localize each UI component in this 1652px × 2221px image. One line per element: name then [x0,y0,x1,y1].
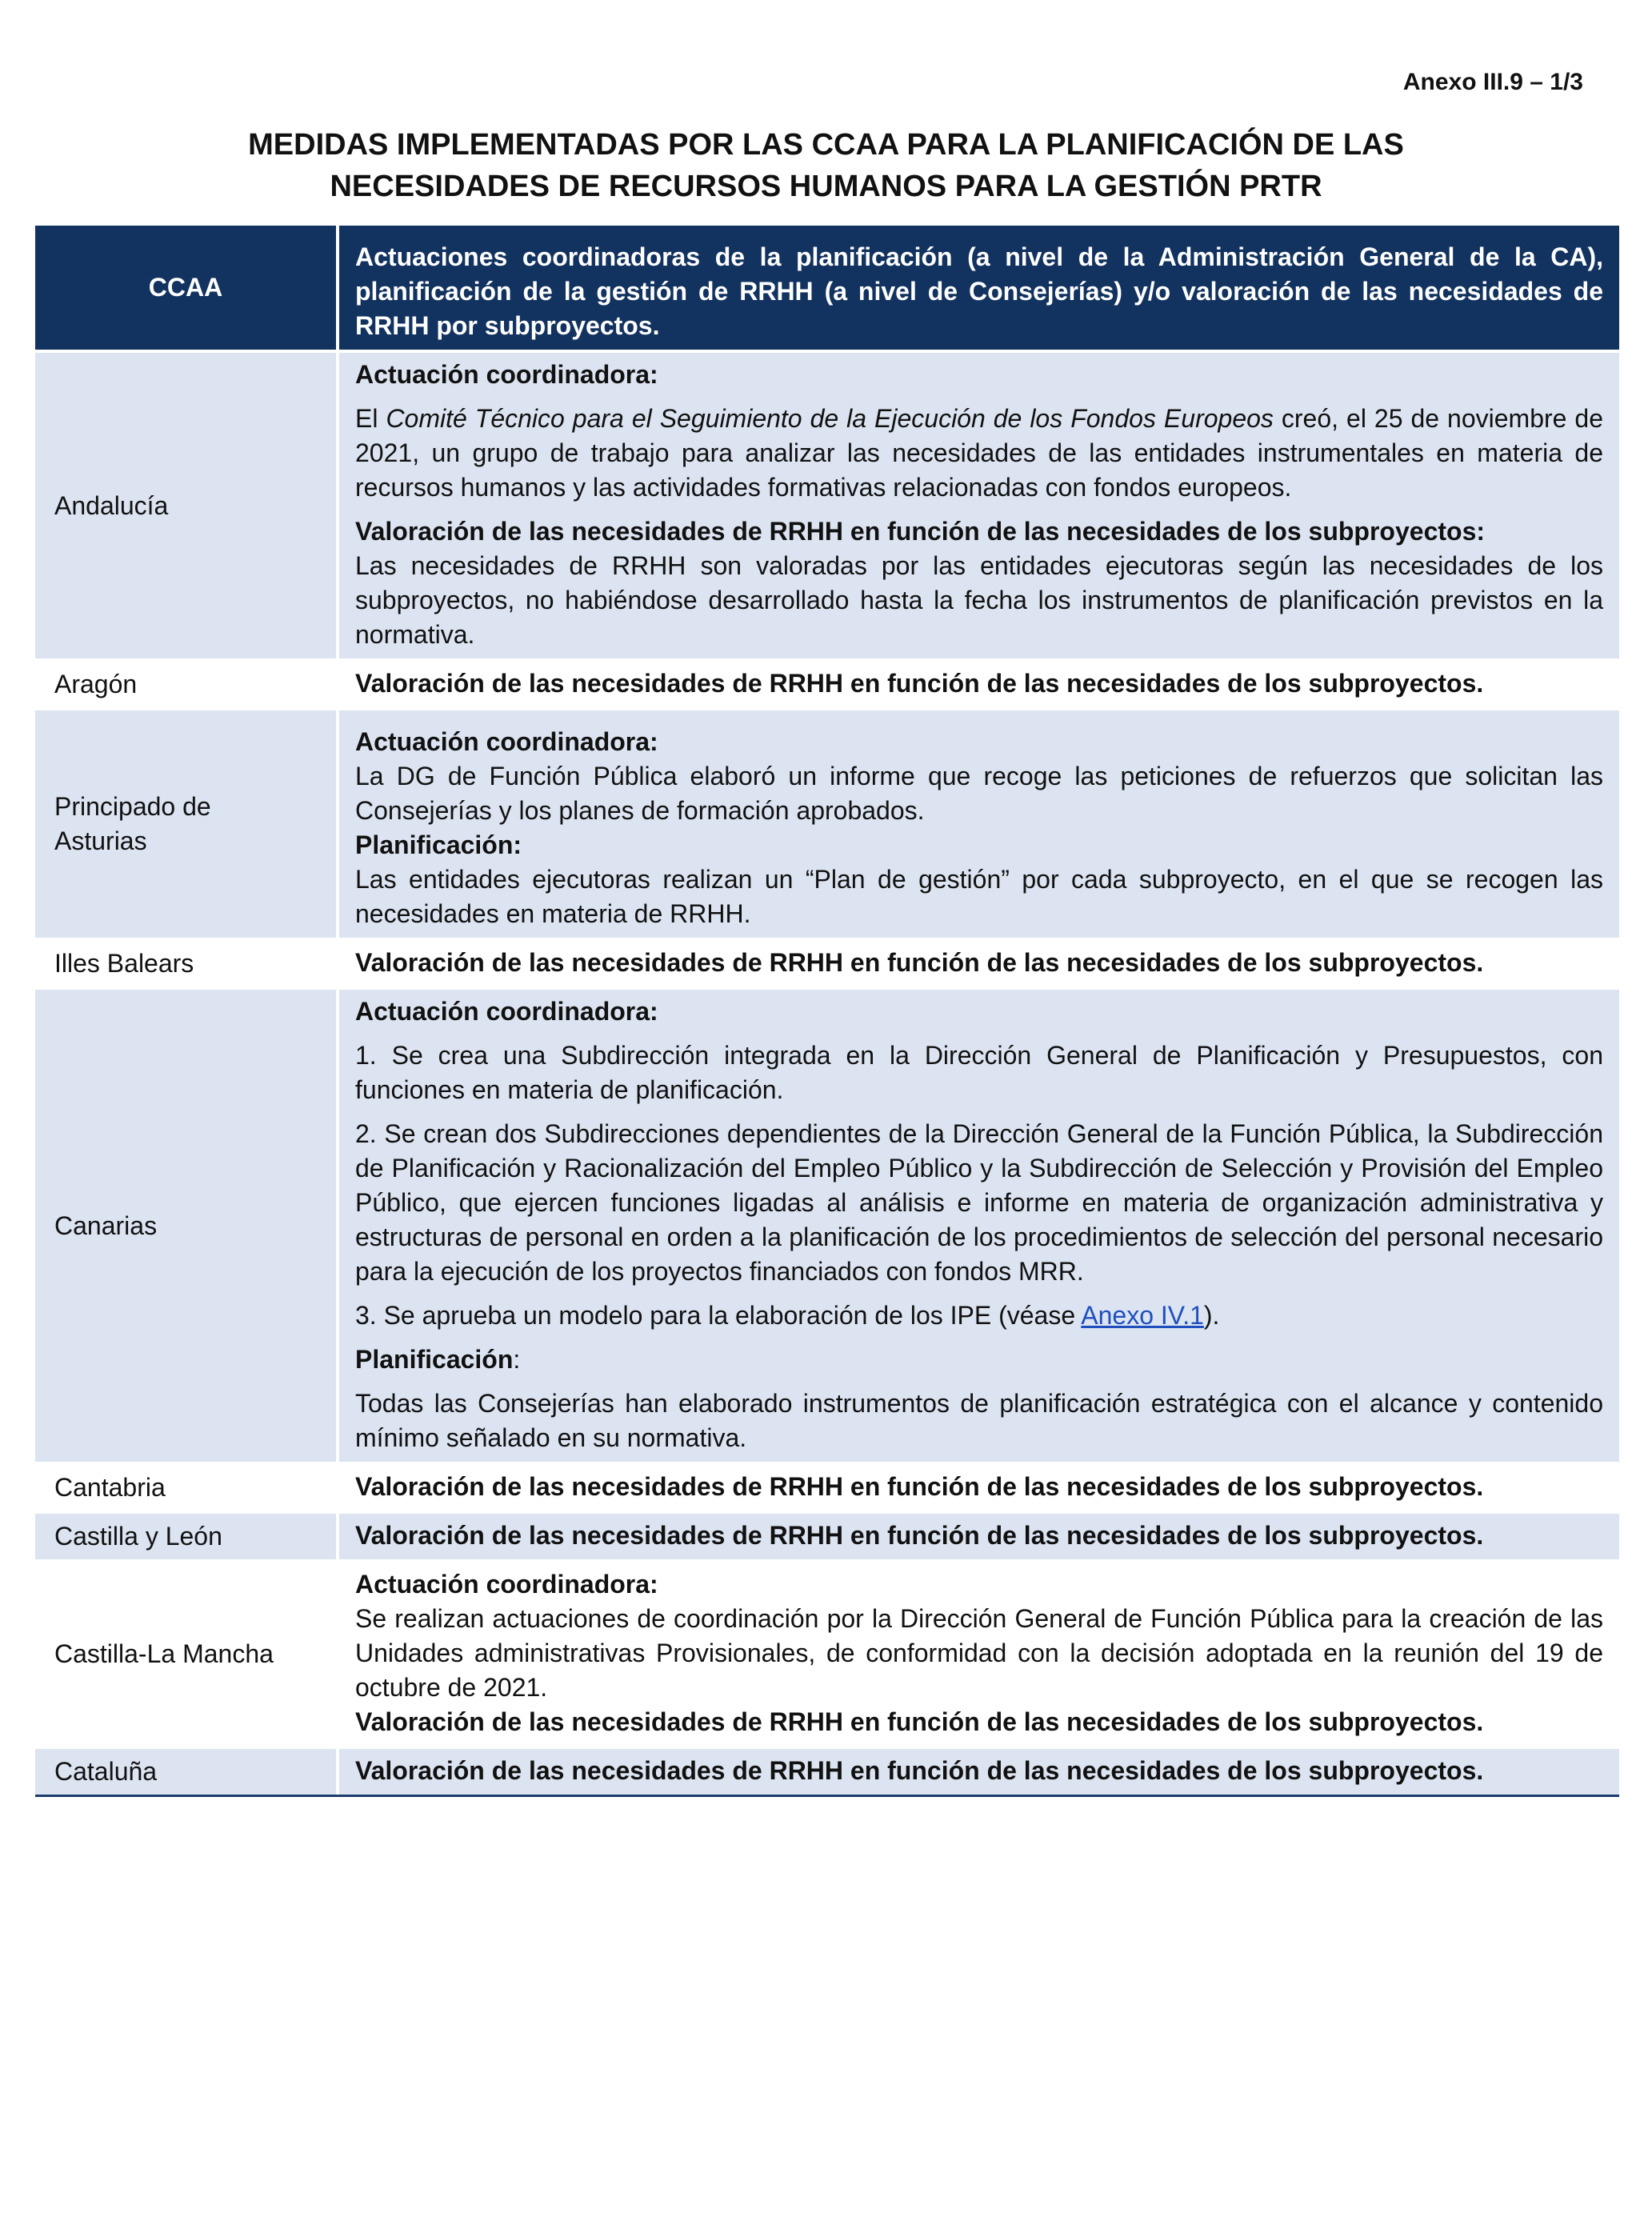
region-name: Illes Balears [35,941,339,986]
text-span: ). [1203,1301,1220,1330]
region-name [35,710,339,938]
header-actions: Actuaciones coordinadoras de la planificación (a nivel de la Administración General de la CA), planificación de la gestión de RRHH (a nivel de Consejerías) y/o valoración de las necesidades de RRHH por subproyectos. [355,242,1603,340]
annex-link[interactable]: Anexo IV.1 [1081,1301,1204,1330]
table-row [35,1746,1619,1795]
region-measures [339,353,1619,658]
measure-text: Las entidades ejecutoras realizan un “Plan de gestión” por cada subproyecto, en el que se recogen las necesidades en materia de RRHH. [355,865,1603,928]
table-row [35,350,1619,658]
region-name: Aragón [35,662,339,707]
measure-text: La DG de Función Pública elaboró un informe que recoge las peticiones de refuerzos que solicitan las Consejerías y los planes de formación aprobados. [355,762,1603,825]
section-heading: Valoración de las necesidades de RRHH en función de las necesidades de los subproyectos: [355,517,1486,546]
region-name: Andalucía [35,353,339,658]
committee-name: Comité Técnico para el Seguimiento de la Ejecución de los Fondos Europeos [386,404,1274,433]
section-heading: Valoración de las necesidades de RRHH en función de las necesidades de los subproyectos. [355,1707,1484,1736]
title-line-2: NECESIDADES DE RECURSOS HUMANOS PARA LA GESTIÓN PRTR [330,170,1322,203]
region-name: Cataluña [35,1749,339,1795]
measures-table [35,226,1619,1797]
measure-text [355,402,1603,505]
table-row [35,938,1619,986]
section-heading: Valoración de las necesidades de RRHH en función de las necesidades de los subproyectos. [355,1521,1484,1550]
table-row [35,1559,1619,1746]
text-span: creó, el 25 de noviembre de 2021, un grupo de trabajo para analizar las necesidades de las entidades instrumentales en materia de recursos humanos y las actividades formativas relacionadas con fondos europeos. [355,404,1604,502]
title-line-1: MEDIDAS IMPLEMENTADAS POR LAS CCAA PARA LA PLANIFICACIÓN DE LAS [248,128,1404,162]
region-name-line-1: Principado de [54,792,211,821]
section-heading: Valoración de las necesidades de RRHH en función de las necesidades de los subproyectos. [355,669,1484,698]
region-name-line-2: Asturias [54,826,147,855]
section-heading: Planificación: [355,830,522,859]
table-row [35,1462,1619,1511]
heading-colon: : [513,1345,521,1374]
text-span: 3. Se aprueba un modelo para la elaboración de los IPE (véase [355,1301,1082,1330]
region-measures [339,990,1619,1462]
table-header [35,226,1619,350]
region-measures [339,1563,1619,1746]
section-heading: Valoración de las necesidades de RRHH en función de las necesidades de los subproyectos. [355,1472,1484,1501]
section-heading: Actuación coordinadora: [355,360,658,389]
region-measures [339,1514,1619,1559]
region-measures [339,1749,1619,1795]
region-name: Castilla y León [35,1514,339,1559]
section-heading [355,1343,1603,1377]
measure-text: 2. Se crean dos Subdirecciones dependientes de la Dirección General de la Función Pública, la Subdirección de Planificación y Racionalización del Empleo Público y la Subdirección de Selección y Provisión del Empleo Público, que ejercen funciones ligadas al análisis e informe en materia de organización administrativa y estructuras de personal en orden a la planificación de los procedimientos de selección del personal necesario para la ejecución de los proyectos financiados con fondos MRR. [355,1119,1603,1286]
section-heading: Valoración de las necesidades de RRHH en función de las necesidades de los subproyectos. [355,1756,1484,1785]
measure-text: Todas las Consejerías han elaborado instrumentos de planificación estratégica con el alcance y contenido mínimo señalado en su normativa. [355,1389,1603,1452]
section-heading: Actuación coordinadora: [355,727,658,756]
region-measures [339,662,1619,707]
section-heading: Actuación coordinadora: [355,1570,658,1599]
page-title [0,124,1652,207]
measure-text: Se realizan actuaciones de coordinación por la Dirección General de Función Pública para la creación de las Unidades administrativas Provisionales, de conformidad con la decisión adoptada en la reunión del 19 de octubre de 2021. [355,1604,1603,1702]
region-name: Cantabria [35,1465,339,1511]
table-row [35,658,1619,707]
region-name: Castilla-La Mancha [35,1563,339,1746]
region-measures [339,1465,1619,1511]
text-span: El [355,404,386,433]
measure-text: 1. Se crea una Subdirección integrada en la Dirección General de Planificación y Presupuestos, con funciones en materia de planificación. [355,1041,1603,1104]
annex-label: Anexo III.9 – 1/3 [1402,69,1583,95]
region-name: Canarias [35,990,339,1462]
measure-text: Las necesidades de RRHH son valoradas por las entidades ejecutoras según las necesidades de los subproyectos, no habiéndose desarrollado hasta la fecha los instrumentos de planificación previstos en la normativa. [355,551,1603,649]
section-heading: Actuación coordinadora: [355,997,658,1026]
section-heading: Valoración de las necesidades de RRHH en función de las necesidades de los subproyectos. [355,948,1484,977]
heading-text: Planificación [355,1345,514,1374]
region-measures [339,941,1619,986]
measure-text [355,1299,1603,1333]
table-row [35,707,1619,938]
header-ccaa: CCAA [35,226,339,350]
region-measures [339,710,1619,938]
table-row [35,986,1619,1462]
table-row [35,1511,1619,1559]
